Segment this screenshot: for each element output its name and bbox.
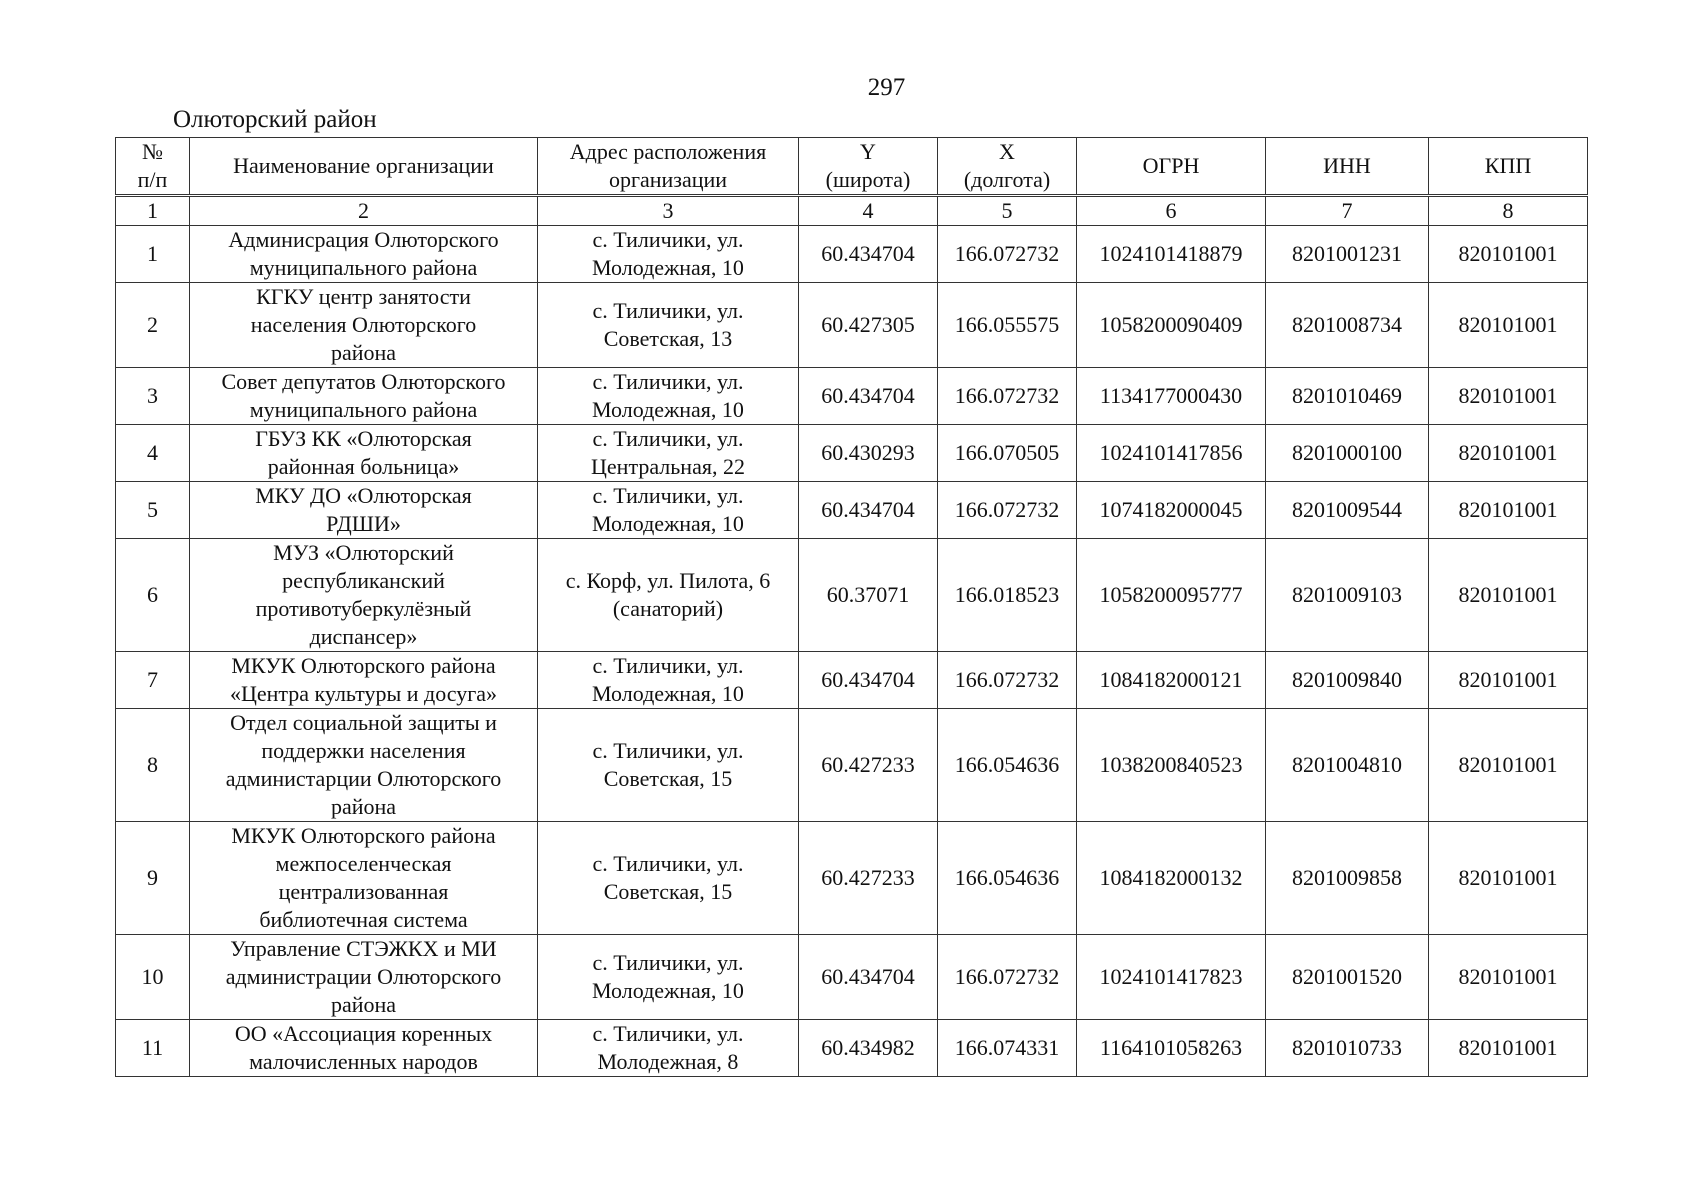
address-cell: с. Тиличики, ул. Молодежная, 10 [538,935,799,1020]
row-number-cell: 6 [116,539,190,652]
longitude-cell: 166.072732 [938,482,1077,539]
longitude-cell: 166.018523 [938,539,1077,652]
longitude-cell: 166.072732 [938,935,1077,1020]
header-inn: ИНН [1266,138,1429,196]
header-longitude: X (долгота) [938,138,1077,196]
kpp-cell: 820101001 [1429,368,1588,425]
row-number-cell: 10 [116,935,190,1020]
column-number: 8 [1429,196,1588,226]
longitude-cell: 166.055575 [938,283,1077,368]
row-number-cell: 7 [116,652,190,709]
org-name-cell: Совет депутатов Олюторского муниципального района [190,368,538,425]
ogrn-cell: 1134177000430 [1077,368,1266,425]
address-cell: с. Тиличики, ул. Молодежная, 10 [538,652,799,709]
kpp-cell: 820101001 [1429,226,1588,283]
org-name-cell: Управление СТЭЖКХ и МИ администрации Олюторского района [190,935,538,1020]
header-name: Наименование организации [190,138,538,196]
longitude-cell: 166.072732 [938,652,1077,709]
ogrn-cell: 1024101417856 [1077,425,1266,482]
latitude-cell: 60.434982 [799,1020,938,1077]
inn-cell: 8201004810 [1266,709,1429,822]
inn-cell: 8201009103 [1266,539,1429,652]
header-address: Адрес расположения организации [538,138,799,196]
table-row [116,652,1588,709]
table-row [116,368,1588,425]
header-latitude: Y (широта) [799,138,938,196]
column-number: 3 [538,196,799,226]
ogrn-cell: 1038200840523 [1077,709,1266,822]
longitude-cell: 166.054636 [938,822,1077,935]
org-name-cell: КГКУ центр занятости населения Олюторского района [190,283,538,368]
ogrn-cell: 1084182000132 [1077,822,1266,935]
longitude-cell: 166.070505 [938,425,1077,482]
address-cell: с. Тиличики, ул. Советская, 15 [538,709,799,822]
address-cell: с. Тиличики, ул. Центральная, 22 [538,425,799,482]
ogrn-cell: 1164101058263 [1077,1020,1266,1077]
address-cell: с. Тиличики, ул. Молодежная, 10 [538,368,799,425]
latitude-cell: 60.427305 [799,283,938,368]
latitude-cell: 60.434704 [799,935,938,1020]
header-row [116,138,1588,196]
inn-cell: 8201010469 [1266,368,1429,425]
org-name-cell: МКУК Олюторского района «Центра культуры и досуга» [190,652,538,709]
table-row [116,283,1588,368]
header-number: № п/п [116,138,190,196]
address-cell: с. Тиличики, ул. Советская, 13 [538,283,799,368]
latitude-cell: 60.434704 [799,482,938,539]
header-ogrn: ОГРН [1077,138,1266,196]
ogrn-cell: 1024101418879 [1077,226,1266,283]
address-cell: с. Тиличики, ул. Молодежная, 10 [538,482,799,539]
row-number-cell: 9 [116,822,190,935]
kpp-cell: 820101001 [1429,709,1588,822]
kpp-cell: 820101001 [1429,652,1588,709]
org-name-cell: ГБУЗ КК «Олюторская районная больница» [190,425,538,482]
organizations-table [115,137,1588,1077]
kpp-cell: 820101001 [1429,1020,1588,1077]
longitude-cell: 166.072732 [938,226,1077,283]
inn-cell: 8201001231 [1266,226,1429,283]
inn-cell: 8201000100 [1266,425,1429,482]
column-number: 4 [799,196,938,226]
ogrn-cell: 1058200095777 [1077,539,1266,652]
row-number-cell: 3 [116,368,190,425]
row-number-cell: 4 [116,425,190,482]
kpp-cell: 820101001 [1429,935,1588,1020]
address-cell: с. Тиличики, ул. Молодежная, 10 [538,226,799,283]
table-row [116,482,1588,539]
column-number: 7 [1266,196,1429,226]
page-number: 297 [867,74,906,101]
table-row [116,539,1588,652]
inn-cell: 8201009544 [1266,482,1429,539]
column-number: 1 [116,196,190,226]
ogrn-cell: 1074182000045 [1077,482,1266,539]
longitude-cell: 166.054636 [938,709,1077,822]
latitude-cell: 60.37071 [799,539,938,652]
row-number-cell: 1 [116,226,190,283]
column-number: 6 [1077,196,1266,226]
inn-cell: 8201010733 [1266,1020,1429,1077]
latitude-cell: 60.427233 [799,709,938,822]
ogrn-cell: 1058200090409 [1077,283,1266,368]
table-row [116,425,1588,482]
inn-cell: 8201009858 [1266,822,1429,935]
table-row [116,709,1588,822]
ogrn-cell: 1024101417823 [1077,935,1266,1020]
row-number-cell: 2 [116,283,190,368]
kpp-cell: 820101001 [1429,425,1588,482]
column-number: 2 [190,196,538,226]
kpp-cell: 820101001 [1429,539,1588,652]
org-name-cell: Отдел социальной защиты и поддержки населения администарции Олюторского района [190,709,538,822]
row-number-cell: 11 [116,1020,190,1077]
kpp-cell: 820101001 [1429,822,1588,935]
ogrn-cell: 1084182000121 [1077,652,1266,709]
header-kpp: КПП [1429,138,1588,196]
latitude-cell: 60.434704 [799,368,938,425]
org-name-cell: МКУК Олюторского района межпоселенческая централизованная библиотечная система [190,822,538,935]
kpp-cell: 820101001 [1429,482,1588,539]
address-cell: с. Тиличики, ул. Молодежная, 8 [538,1020,799,1077]
longitude-cell: 166.074331 [938,1020,1077,1077]
org-name-cell: ОО «Ассоциация коренных малочисленных народов [190,1020,538,1077]
org-name-cell: МУЗ «Олюторский республиканский противотуберкулёзный диспансер» [190,539,538,652]
address-cell: с. Корф, ул. Пилота, 6 (санаторий) [538,539,799,652]
latitude-cell: 60.434704 [799,652,938,709]
table-row [116,1020,1588,1077]
latitude-cell: 60.430293 [799,425,938,482]
inn-cell: 8201001520 [1266,935,1429,1020]
column-numbers-row [116,196,1588,226]
longitude-cell: 166.072732 [938,368,1077,425]
org-name-cell: Админисрация Олюторского муниципального района [190,226,538,283]
table-row [116,226,1588,283]
org-name-cell: МКУ ДО «Олюторская РДШИ» [190,482,538,539]
column-number: 5 [938,196,1077,226]
inn-cell: 8201008734 [1266,283,1429,368]
row-number-cell: 5 [116,482,190,539]
table-row [116,822,1588,935]
latitude-cell: 60.427233 [799,822,938,935]
table-row [116,935,1588,1020]
inn-cell: 8201009840 [1266,652,1429,709]
kpp-cell: 820101001 [1429,283,1588,368]
row-number-cell: 8 [116,709,190,822]
address-cell: с. Тиличики, ул. Советская, 15 [538,822,799,935]
latitude-cell: 60.434704 [799,226,938,283]
district-title: Олюторский район [173,106,377,133]
